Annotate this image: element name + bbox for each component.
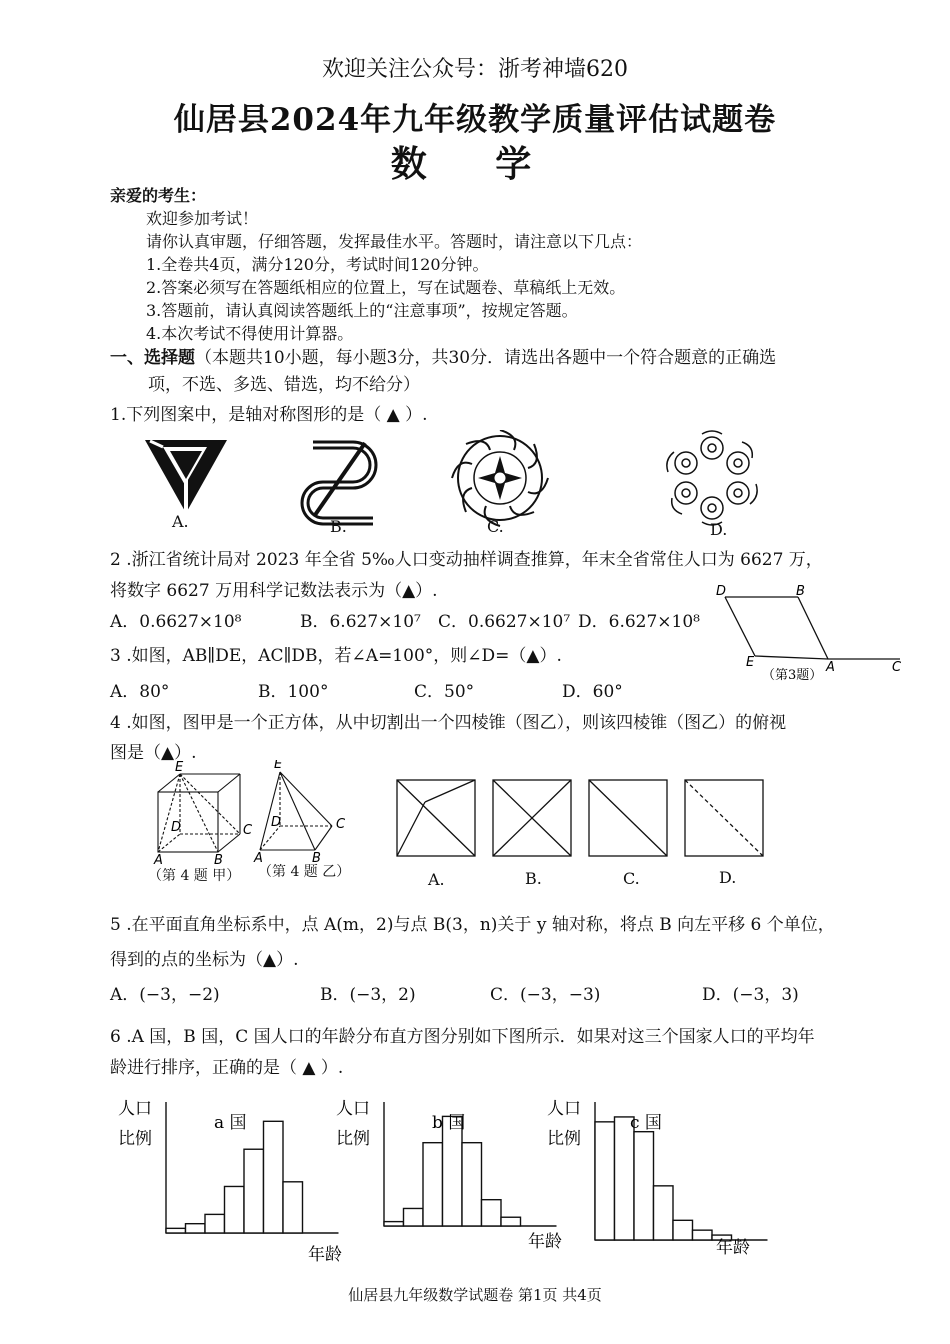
q3-point-label: E [746, 655, 755, 670]
q4-cube-label: E [175, 760, 184, 775]
histogram-bar [673, 1220, 693, 1240]
x-axis-label: 年龄 [528, 1232, 562, 1252]
exam-title: 仙居县2024年九年级教学质量评估试题卷 [173, 102, 777, 138]
histogram-bar [225, 1186, 245, 1233]
y-axis-label: 比例 [547, 1129, 581, 1149]
q4-option-a-figure [397, 780, 475, 856]
q4-option-d-figure [685, 780, 763, 856]
q2-option-d: D．6.627×10⁸ [578, 612, 700, 632]
q5-stem-2: 得到的点的坐标为（▲）. [110, 950, 299, 970]
q3-caption: （第3题） [762, 668, 823, 683]
histogram-bar [166, 1228, 186, 1233]
q3-point-label: D [716, 584, 727, 599]
x-axis-label: 年龄 [716, 1238, 750, 1258]
histogram-bar [501, 1217, 521, 1226]
histogram-bar [693, 1230, 713, 1240]
histogram-bar [482, 1200, 502, 1226]
notice-line: 3.答题前，请认真阅读答题纸上的“注意事项”，按规定答题。 [146, 301, 578, 320]
q1-option-d: D. [710, 520, 728, 539]
histogram-bar [384, 1222, 404, 1226]
q3-stem: 3 .如图，AB∥DE，AC∥DB，若∠A=100°，则∠D=（▲）. [110, 646, 562, 666]
q6-stem-1: 6 .A 国，B 国，C 国人口的年龄分布直方图分别如下图所示．如果对这三个国家人口的平均年 [110, 1027, 815, 1047]
q4-cube [158, 774, 240, 852]
histogram-bar [244, 1149, 264, 1233]
q4-cube-label: A [154, 853, 163, 868]
histogram-bar [615, 1117, 635, 1240]
page-footer: 仙居县九年级数学试题卷 第1页 共4页 [348, 1286, 602, 1304]
q2-option-c: C．0.6627×10⁷ [438, 612, 571, 632]
q1-figure-b [305, 443, 373, 521]
q4-caption-yi: （第 4 题 乙） [258, 864, 351, 880]
q4-pyramid [260, 772, 332, 850]
notice-greeting: 亲爱的考生： [110, 186, 207, 205]
section-desc: （本题共10小题，每小题3分，共30分．请选出各题中一个符合题意的正确选 [195, 348, 777, 368]
histogram-bar [205, 1214, 225, 1233]
q3-point-label: C [892, 660, 902, 675]
q1-option-a: A. [172, 512, 189, 531]
q4-cube-label: B [214, 853, 223, 868]
y-axis-label: 比例 [336, 1129, 370, 1149]
q1-option-c: C. [487, 517, 504, 536]
q4-pyramid-label: C [336, 817, 346, 832]
q4-option-b-figure [493, 780, 571, 856]
histogram-bar [423, 1143, 443, 1226]
q4-option-b: B. [525, 869, 542, 888]
notice-line: 2.答案必须写在答题纸相应的位置上，写在试题卷、草稿纸上无效。 [146, 278, 626, 297]
q2-option-b: B．6.627×10⁷ [300, 612, 421, 632]
section-desc-2: 项，不选、多选、错选，均不给分） [148, 375, 420, 395]
q1-option-b: B. [330, 517, 347, 536]
q4-pyramid-label: E [274, 760, 283, 772]
histogram-bar [264, 1121, 284, 1233]
histogram-bar [283, 1182, 303, 1233]
q4-option-d: D. [719, 868, 737, 887]
q3-option-b: B．100° [258, 682, 329, 702]
q4-caption-jia: （第 4 题 甲） [148, 868, 241, 884]
y-axis-label: 比例 [118, 1129, 152, 1149]
q3-point-label: A [826, 660, 835, 675]
histogram-bar [634, 1132, 654, 1240]
q4-pyramid-label: A [254, 851, 263, 866]
q6-histograms [110, 1090, 800, 1270]
q3-point-label: B [796, 584, 805, 599]
q5-option-d: D．(−3，3) [702, 985, 799, 1005]
q4-cube-label: D [171, 820, 182, 835]
q2-option-a: A．0.6627×10⁸ [110, 612, 242, 632]
exam-subject: 数 学 [390, 143, 560, 185]
q3-figure [710, 583, 915, 688]
x-axis-label: 年龄 [308, 1245, 342, 1265]
section-title: 一、选择题 [110, 348, 195, 368]
q2-stem-1: 2 .浙江省统计局对 2023 年全省 5‰人口变动抽样调查推算，年末全省常住人口为 6627 万， [110, 550, 823, 570]
histogram-title: b 国 [432, 1113, 466, 1133]
histogram-c [547, 1099, 768, 1258]
q3-option-a: A．80° [110, 682, 170, 702]
q1-figure-d [667, 431, 757, 525]
histogram-bar [654, 1186, 674, 1240]
q3-option-d: D．60° [562, 682, 623, 702]
q4-stem-1: 4 .如图，图甲是一个正方体，从中切割出一个四棱锥（图乙），则该四棱锥（图乙）的俯视 [110, 713, 787, 733]
histogram-bar [462, 1143, 482, 1226]
q5-option-a: A．(−3，−2) [110, 985, 220, 1005]
q5-stem-1: 5 .在平面直角坐标系中，点 A(m，2)与点 B(3，n)关于 y 轴对称，将点 B 向左平移 6 个单位， [110, 915, 835, 935]
q4-cube-label: C [243, 823, 253, 838]
histogram-title: a 国 [214, 1113, 247, 1133]
y-axis-label: 人口 [336, 1099, 370, 1119]
q4-pyramid-label: B [312, 851, 321, 866]
histogram-bar [404, 1208, 424, 1226]
q3-option-c: C．50° [414, 682, 475, 702]
histogram-bar [595, 1122, 615, 1240]
notice-line: 4.本次考试不得使用计算器。 [146, 324, 354, 343]
q4-option-c-figure [589, 780, 667, 856]
q1-stem: 1.下列图案中，是轴对称图形的是（ ▲ ）. [110, 405, 428, 425]
q4-options-figures [395, 778, 775, 860]
histogram-bar [186, 1224, 206, 1233]
q4-pyramid-label: D [271, 815, 282, 830]
top-banner: 欢迎关注公众号：浙考神墙620 [322, 57, 628, 82]
q1-figure-c [452, 430, 548, 526]
section-heading [110, 343, 776, 368]
q5-option-c: C．(−3，−3) [490, 985, 601, 1005]
q6-stem-2: 龄进行排序，正确的是（ ▲ ）. [110, 1058, 344, 1078]
q4-option-c: C. [623, 869, 640, 888]
q1-figure-a [145, 440, 227, 513]
q5-option-b: B．(−3，2) [320, 985, 416, 1005]
q4-option-a: A. [428, 870, 445, 889]
notice-line: 请你认真审题，仔细答题，发挥最佳水平。答题时，请注意以下几点： [146, 232, 643, 251]
histogram-title: c 国 [630, 1113, 662, 1133]
y-axis-label: 人口 [547, 1099, 581, 1119]
q4-stem-2: 图是（▲）. [110, 743, 197, 763]
notice-line: 1.全卷共4页，满分120分，考试时间120分钟。 [146, 255, 489, 274]
q2-stem-2: 将数字 6627 万用科学记数法表示为（▲）. [110, 581, 438, 601]
notice-line: 欢迎参加考试！ [146, 209, 259, 228]
histogram-b [336, 1099, 562, 1252]
histogram-a [118, 1099, 342, 1265]
y-axis-label: 人口 [118, 1099, 152, 1119]
